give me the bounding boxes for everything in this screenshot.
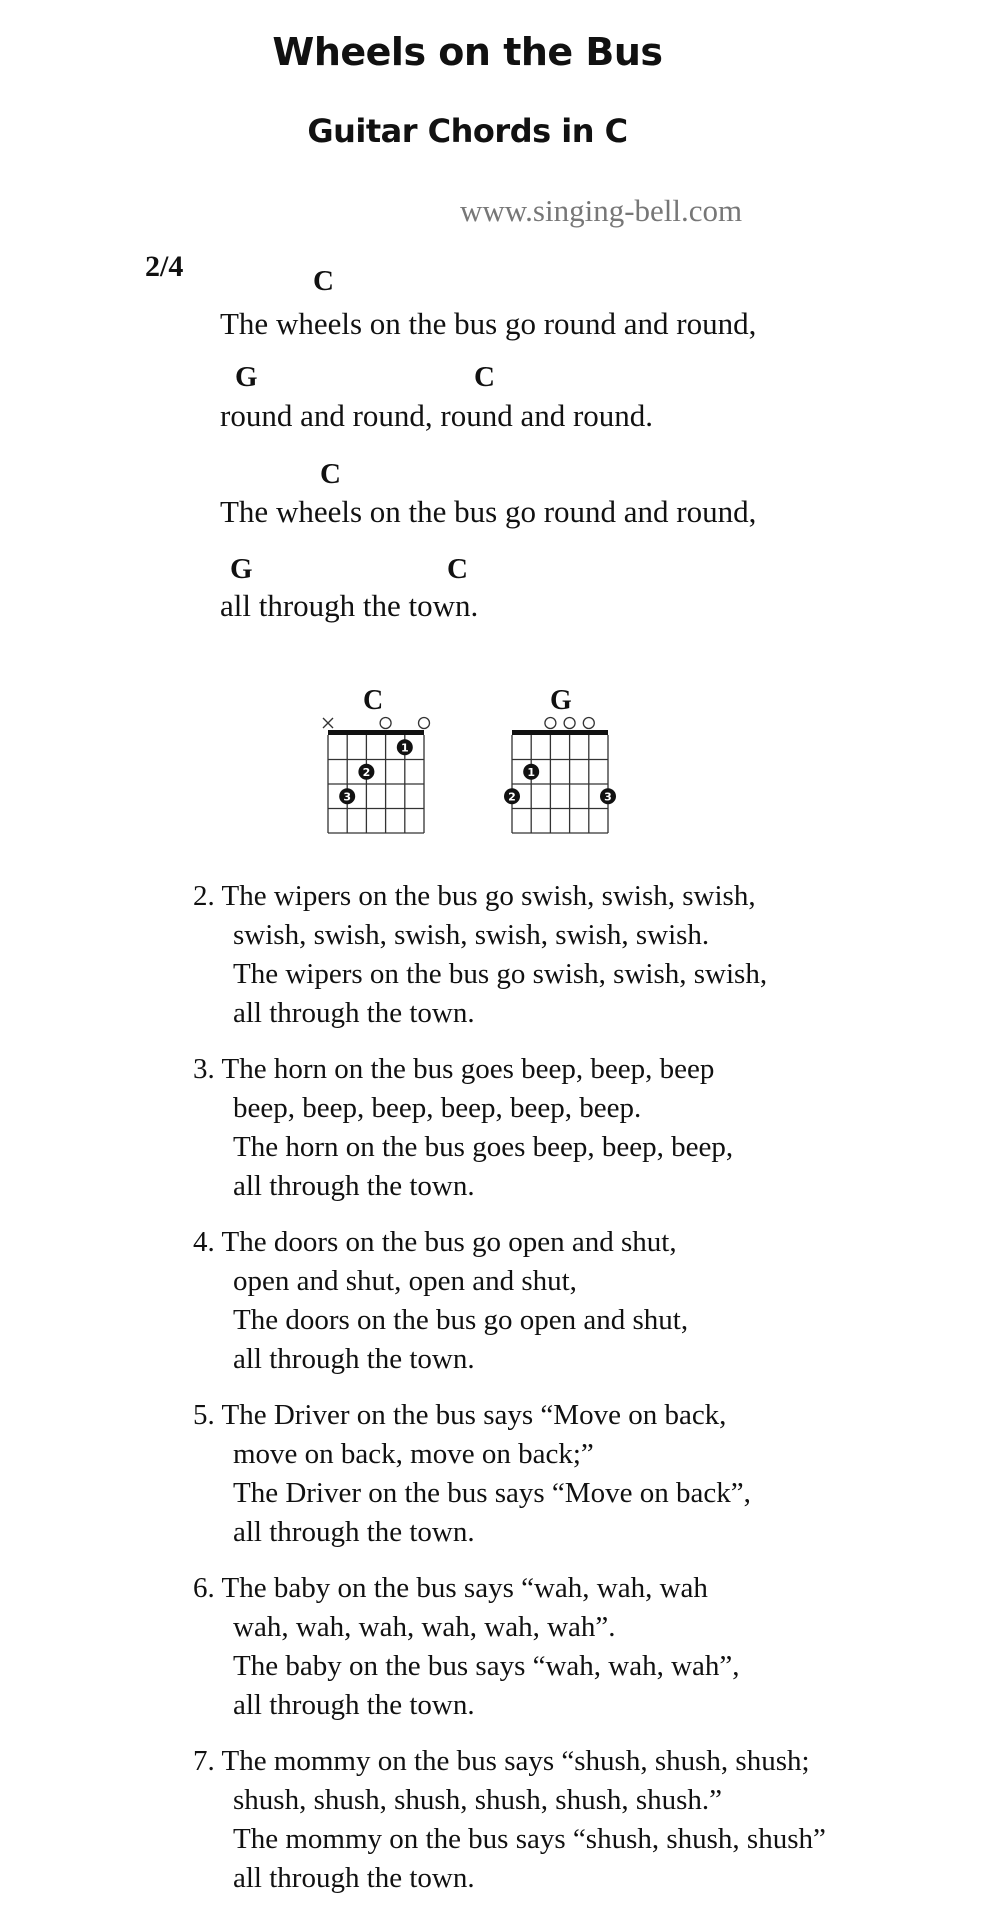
open-string-marker [583,718,594,729]
verse-number: 2. [193,880,215,912]
finger-number: 2 [362,765,371,779]
lyric-line: all through the town. [233,1862,475,1894]
muted-string-marker [323,718,333,728]
chord-nut [512,730,608,735]
verse-4 [193,1223,688,1379]
chord-label: C [447,553,468,585]
finger-number: 1 [527,765,536,779]
lyric-line: The mommy on the bus says “shush, shush, shush” [233,1823,826,1855]
lyric-line: swish, swish, swish, swish, swish, swish. [233,919,710,951]
chord-diagram-g [502,712,622,842]
chord-label: C [320,458,341,490]
lyric-line: The wheels on the bus go round and round, [220,306,757,341]
chord-diagram-name: C [363,685,384,716]
open-string-marker [564,718,575,729]
verse-6 [193,1569,740,1725]
chord-diagram-name: G [550,685,572,716]
lyric-line: shush, shush, shush, shush, shush, shush.” [233,1784,723,1816]
lyric-line: all through the town. [233,1170,475,1202]
lyric-line: The mommy on the bus says “shush, shush, shush; [221,1745,810,1777]
song-subtitle: Guitar Chords in C [307,112,628,150]
verse-5 [193,1396,751,1552]
lyric-line: The doors on the bus go open and shut, [221,1226,677,1258]
finger-number: 1 [400,741,409,755]
lyric-line: The wipers on the bus go swish, swish, swish, [221,880,756,912]
chord-label: G [235,361,258,393]
lyric-line: move on back, move on back;” [233,1438,594,1470]
finger-dot [523,764,539,780]
verse-7 [193,1742,826,1898]
lyric-line: The Driver on the bus says “Move on back, [221,1399,727,1431]
lyric-line: wah, wah, wah, wah, wah, wah”. [233,1611,616,1643]
verse-number: 7. [193,1745,215,1777]
finger-dot [504,788,520,804]
lyric-line: The Driver on the bus says “Move on back”, [233,1477,751,1509]
song-title: Wheels on the Bus [272,30,663,74]
lyric-line: all through the town. [233,1689,475,1721]
lyric-line: The baby on the bus says “wah, wah, wah [221,1572,708,1604]
lyric-line: The wipers on the bus go swish, swish, swish, [233,958,768,990]
lyric-line: all through the town. [233,1343,475,1375]
lyric-line: all through the town. [233,1516,475,1548]
lyric-line: The baby on the bus says “wah, wah, wah”, [233,1650,740,1682]
chord-label: C [313,265,334,297]
open-string-marker [380,718,391,729]
lyric-line: round and round, round and round. [220,398,654,433]
verse-2 [193,877,767,1033]
finger-dot [600,788,616,804]
chord-label: C [474,361,495,393]
lyric-line: The horn on the bus goes beep, beep, beep, [233,1131,734,1163]
chord-label: G [230,553,253,585]
time-signature: 2/4 [145,250,184,283]
finger-number: 3 [343,790,352,804]
lyric-line: all through the town. [233,997,475,1029]
finger-dot [339,788,355,804]
lyric-line: open and shut, open and shut, [233,1265,577,1297]
lyric-line: The wheels on the bus go round and round, [220,494,757,529]
lyric-line: all through the town. [220,588,479,623]
verse-number: 4. [193,1226,215,1258]
verse-number: 3. [193,1053,215,1085]
verse-number: 6. [193,1572,215,1604]
lyric-line: The horn on the bus goes beep, beep, beep [221,1053,715,1085]
website-text: www.singing-bell.com [460,193,743,228]
lyric-line: The doors on the bus go open and shut, [233,1304,689,1336]
open-string-marker [545,718,556,729]
chord-diagram-c [318,712,438,842]
finger-number: 2 [508,790,516,804]
lyric-line: beep, beep, beep, beep, beep, beep. [233,1092,642,1124]
finger-dot [358,764,374,780]
open-string-marker [419,718,430,729]
verse-3 [193,1050,733,1206]
finger-number: 3 [604,790,612,804]
verse-number: 5. [193,1399,215,1431]
chord-nut [328,730,424,735]
finger-dot [397,739,413,755]
